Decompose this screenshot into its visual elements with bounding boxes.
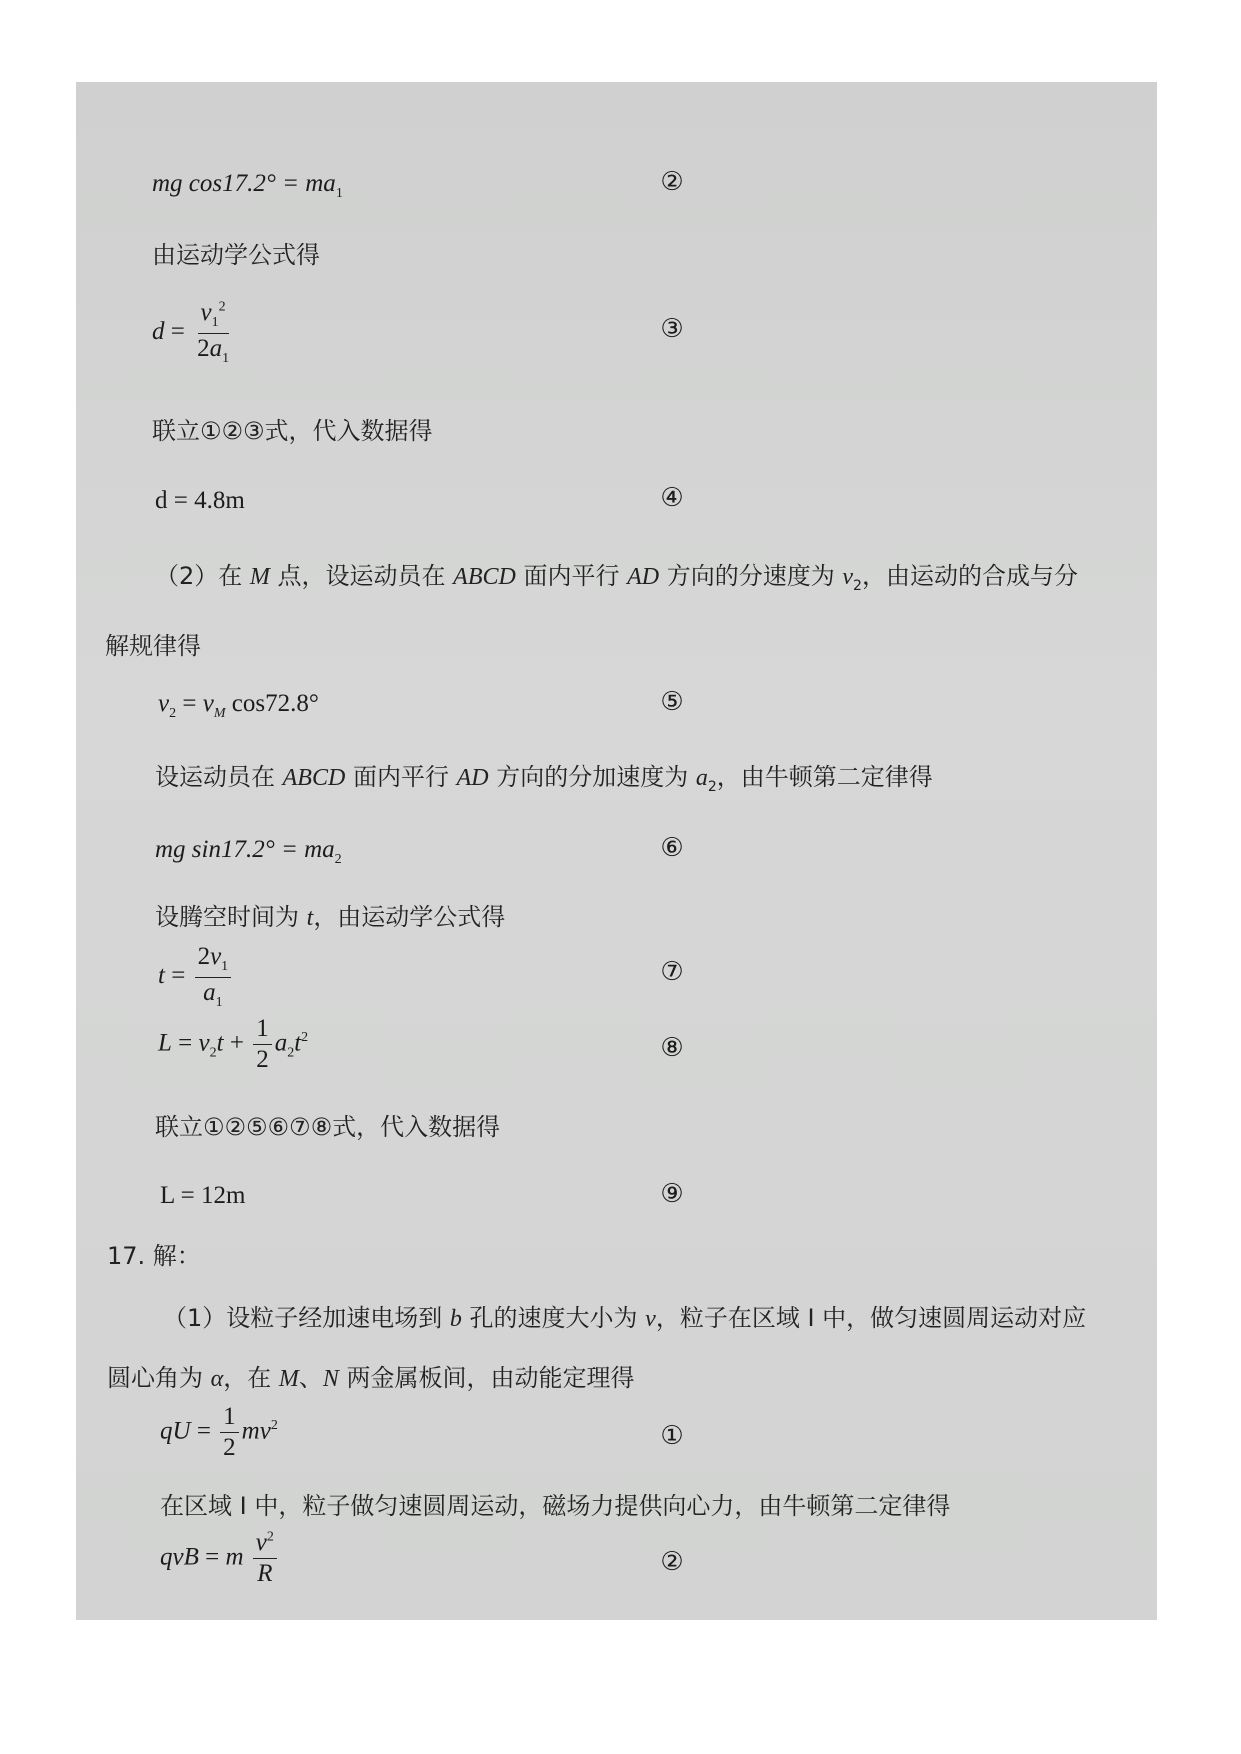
text-line: 由运动学公式得 — [152, 241, 320, 269]
text-line: （1）设粒子经加速电场到 b 孔的速度大小为 v，粒子在区域 I 中，做匀速圆周运动对应 — [163, 1304, 1087, 1332]
text-line: 在区域 I 中，粒子做匀速圆周运动，磁场力提供向心力，由牛顿第二定律得 — [160, 1492, 951, 1520]
equation-8: $L = v_2t$ + $\frac{1}{2}$ $a_2t^2$ — [158, 1015, 309, 1074]
equation-9: L = 12m — [160, 1182, 246, 1209]
equation-number: ③ — [660, 314, 684, 344]
equation-4: d = 4.8m — [155, 487, 245, 514]
equation-3: d = $\frac{v_1^2}{2a_1}$ — [152, 299, 230, 366]
equation-7: t = $\frac{2v_1}{a_1}$ — [158, 944, 234, 1010]
equation-1: qU = $\frac{1}{2}$ $mv^2$ — [160, 1403, 278, 1462]
equation-number: ① — [660, 1421, 684, 1451]
text-line: （2）在 M 点，设运动员在 ABCD 面内平行 AD 方向的分速度为 $v_2$，由运动的合成与分 — [155, 562, 1078, 594]
text-line: 解规律得 — [105, 632, 201, 660]
equation-5: $v_2 = v_M$ cos72.8° — [158, 690, 319, 721]
text-line: 联立①②⑤⑥⑦⑧式，代入数据得 — [155, 1113, 501, 1141]
equation-2: mg $\cos 17.2^\circ = ma_1$ — [152, 170, 343, 201]
text-line: 设腾空时间为 t，由运动学公式得 — [155, 903, 506, 931]
equation-number: ② — [660, 1547, 684, 1577]
equation-6: mg $\sin 17.2^\circ = ma_2$ — [155, 836, 342, 867]
equation-number: ② — [660, 167, 684, 197]
text-line: 圆心角为 α，在 M、N 两金属板间，由动能定理得 — [107, 1364, 635, 1392]
equation-number: ⑤ — [660, 687, 684, 717]
equation-number: ⑨ — [660, 1179, 684, 1209]
equation-number: ④ — [660, 483, 684, 513]
question-heading: 17. 解： — [107, 1242, 201, 1270]
text-line: 设运动员在 ABCD 面内平行 AD 方向的分加速度为 $a_2$，由牛顿第二定律得 — [155, 763, 933, 795]
equation-number: ⑧ — [660, 1033, 684, 1063]
text-line: 联立①②③式，代入数据得 — [152, 417, 433, 445]
equation-2b: qvB = m $\frac{v^2}{R}$ — [160, 1530, 280, 1588]
equation-number: ⑥ — [660, 833, 684, 863]
equation-number: ⑦ — [660, 957, 684, 987]
